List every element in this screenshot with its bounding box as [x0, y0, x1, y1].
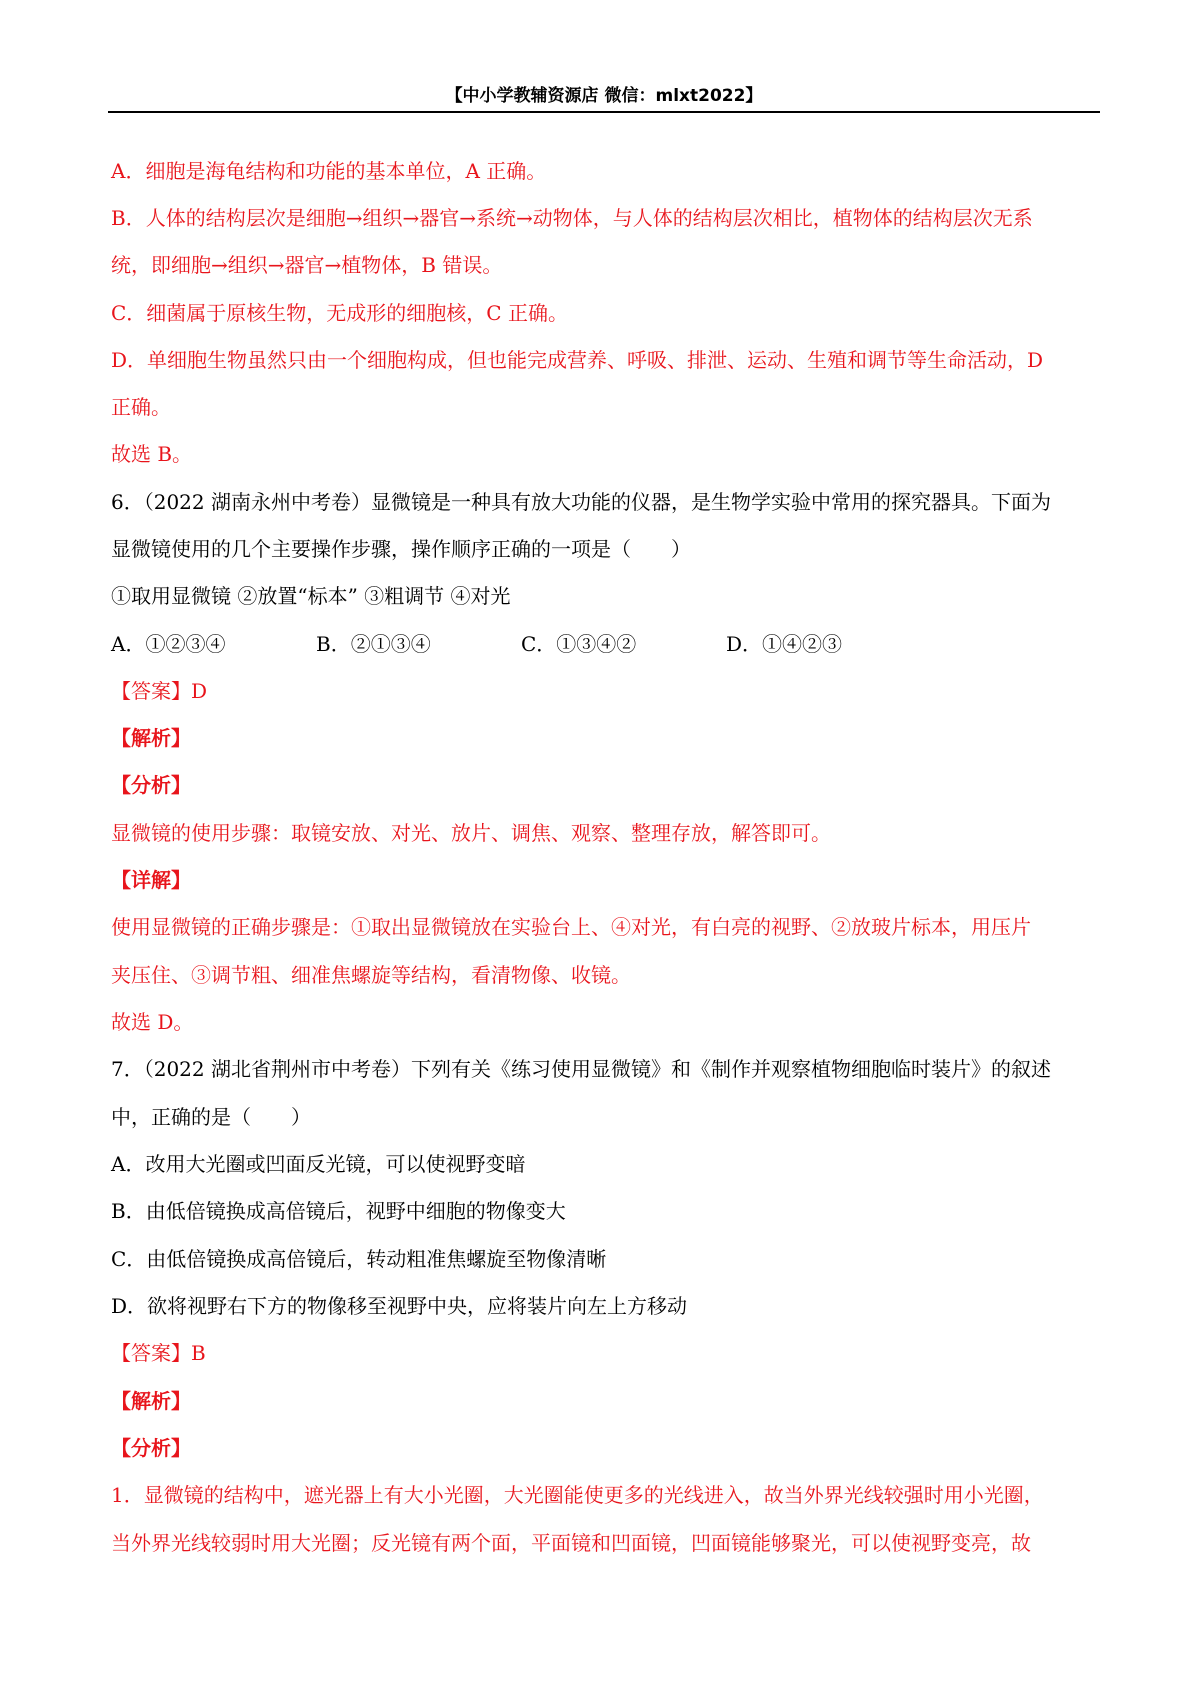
prev-option-b-explanation-line2: 统，即细胞→组织→器官→植物体，B 错误。 — [111, 253, 503, 277]
q7-fenxi-heading: 【分析】 — [111, 1436, 191, 1460]
q7-answer: 【答案】B — [111, 1341, 206, 1365]
q6-option-b: B．②①③④ — [316, 632, 431, 656]
q6-option-c: C．①③④② — [521, 632, 637, 656]
q6-stem-line2: 显微镜使用的几个主要操作步骤，操作顺序正确的一项是（ ） — [111, 537, 691, 561]
prev-option-d-explanation-line2: 正确。 — [111, 395, 171, 419]
q7-stem-line1: 7．（2022 湖北省荆州市中考卷）下列有关《练习使用显微镜》和《制作并观察植物细胞临时装片》的叙述 — [111, 1057, 1051, 1081]
prev-option-d-explanation-line1: D．单细胞生物虽然只由一个细胞构成，但也能完成营养、呼吸、排泄、运动、生殖和调节等生命活动，D — [111, 348, 1044, 372]
page-header: 【中小学教辅资源店 微信：mlxt2022】 — [445, 86, 763, 106]
prev-option-a-explanation: A．细胞是海龟结构和功能的基本单位，A 正确。 — [111, 159, 547, 183]
q6-fenxi-heading: 【分析】 — [111, 773, 191, 797]
q6-analysis: 显微镜的使用步骤：取镜安放、对光、放片、调焦、观察、整理存放，解答即可。 — [111, 821, 831, 845]
q7-analysis-line2: 当外界光线较弱时用大光圈；反光镜有两个面，平面镜和凹面镜，凹面镜能够聚光，可以使视野变亮，故 — [111, 1531, 1031, 1555]
q7-stem-line2: 中，正确的是（ ） — [111, 1105, 311, 1129]
prev-option-b-explanation-line1: B．人体的结构层次是细胞→组织→器官→系统→动物体，与人体的结构层次相比，植物体的结构层次无系 — [111, 206, 1033, 230]
q6-option-d: D．①④②③ — [726, 632, 843, 656]
q6-steps: ①取用显微镜 ②放置“标本” ③粗调节 ④对光 — [111, 584, 511, 608]
prev-conclusion: 故选 B。 — [111, 442, 193, 466]
q7-option-a: A．改用大光圈或凹面反光镜，可以使视野变暗 — [111, 1152, 526, 1176]
q6-option-a: A．①②③④ — [111, 632, 226, 656]
q7-option-d: D．欲将视野右下方的物像移至视野中央，应将装片向左上方移动 — [111, 1294, 688, 1318]
q6-jiexi-heading: 【解析】 — [111, 726, 191, 750]
q6-stem-line1: 6．（2022 湖南永州中考卷）显微镜是一种具有放大功能的仪器，是生物学实验中常用的探究器具。下面为 — [111, 490, 1051, 514]
q7-jiexi-heading: 【解析】 — [111, 1389, 191, 1413]
q6-detail-line2: 夹压住、③调节粗、细准焦螺旋等结构，看清物像、收镜。 — [111, 963, 631, 987]
q7-analysis-line1: 1．显微镜的结构中，遮光器上有大小光圈，大光圈能使更多的光线进入，故当外界光线较强时用小光圈， — [111, 1483, 1044, 1507]
q7-option-c: C．由低倍镜换成高倍镜后，转动粗准焦螺旋至物像清晰 — [111, 1247, 607, 1271]
q6-xiangjie-heading: 【详解】 — [111, 868, 191, 892]
q6-detail-line1: 使用显微镜的正确步骤是：①取出显微镜放在实验台上、④对光，有白亮的视野、②放玻片标本，用压片 — [111, 915, 1031, 939]
q6-answer: 【答案】D — [111, 679, 208, 703]
q6-options — [111, 629, 931, 659]
prev-option-c-explanation: C．细菌属于原核生物，无成形的细胞核，C 正确。 — [111, 301, 568, 325]
q6-conclusion: 故选 D。 — [111, 1010, 194, 1034]
q7-option-b: B．由低倍镜换成高倍镜后，视野中细胞的物像变大 — [111, 1199, 566, 1223]
header-divider — [108, 111, 1100, 113]
